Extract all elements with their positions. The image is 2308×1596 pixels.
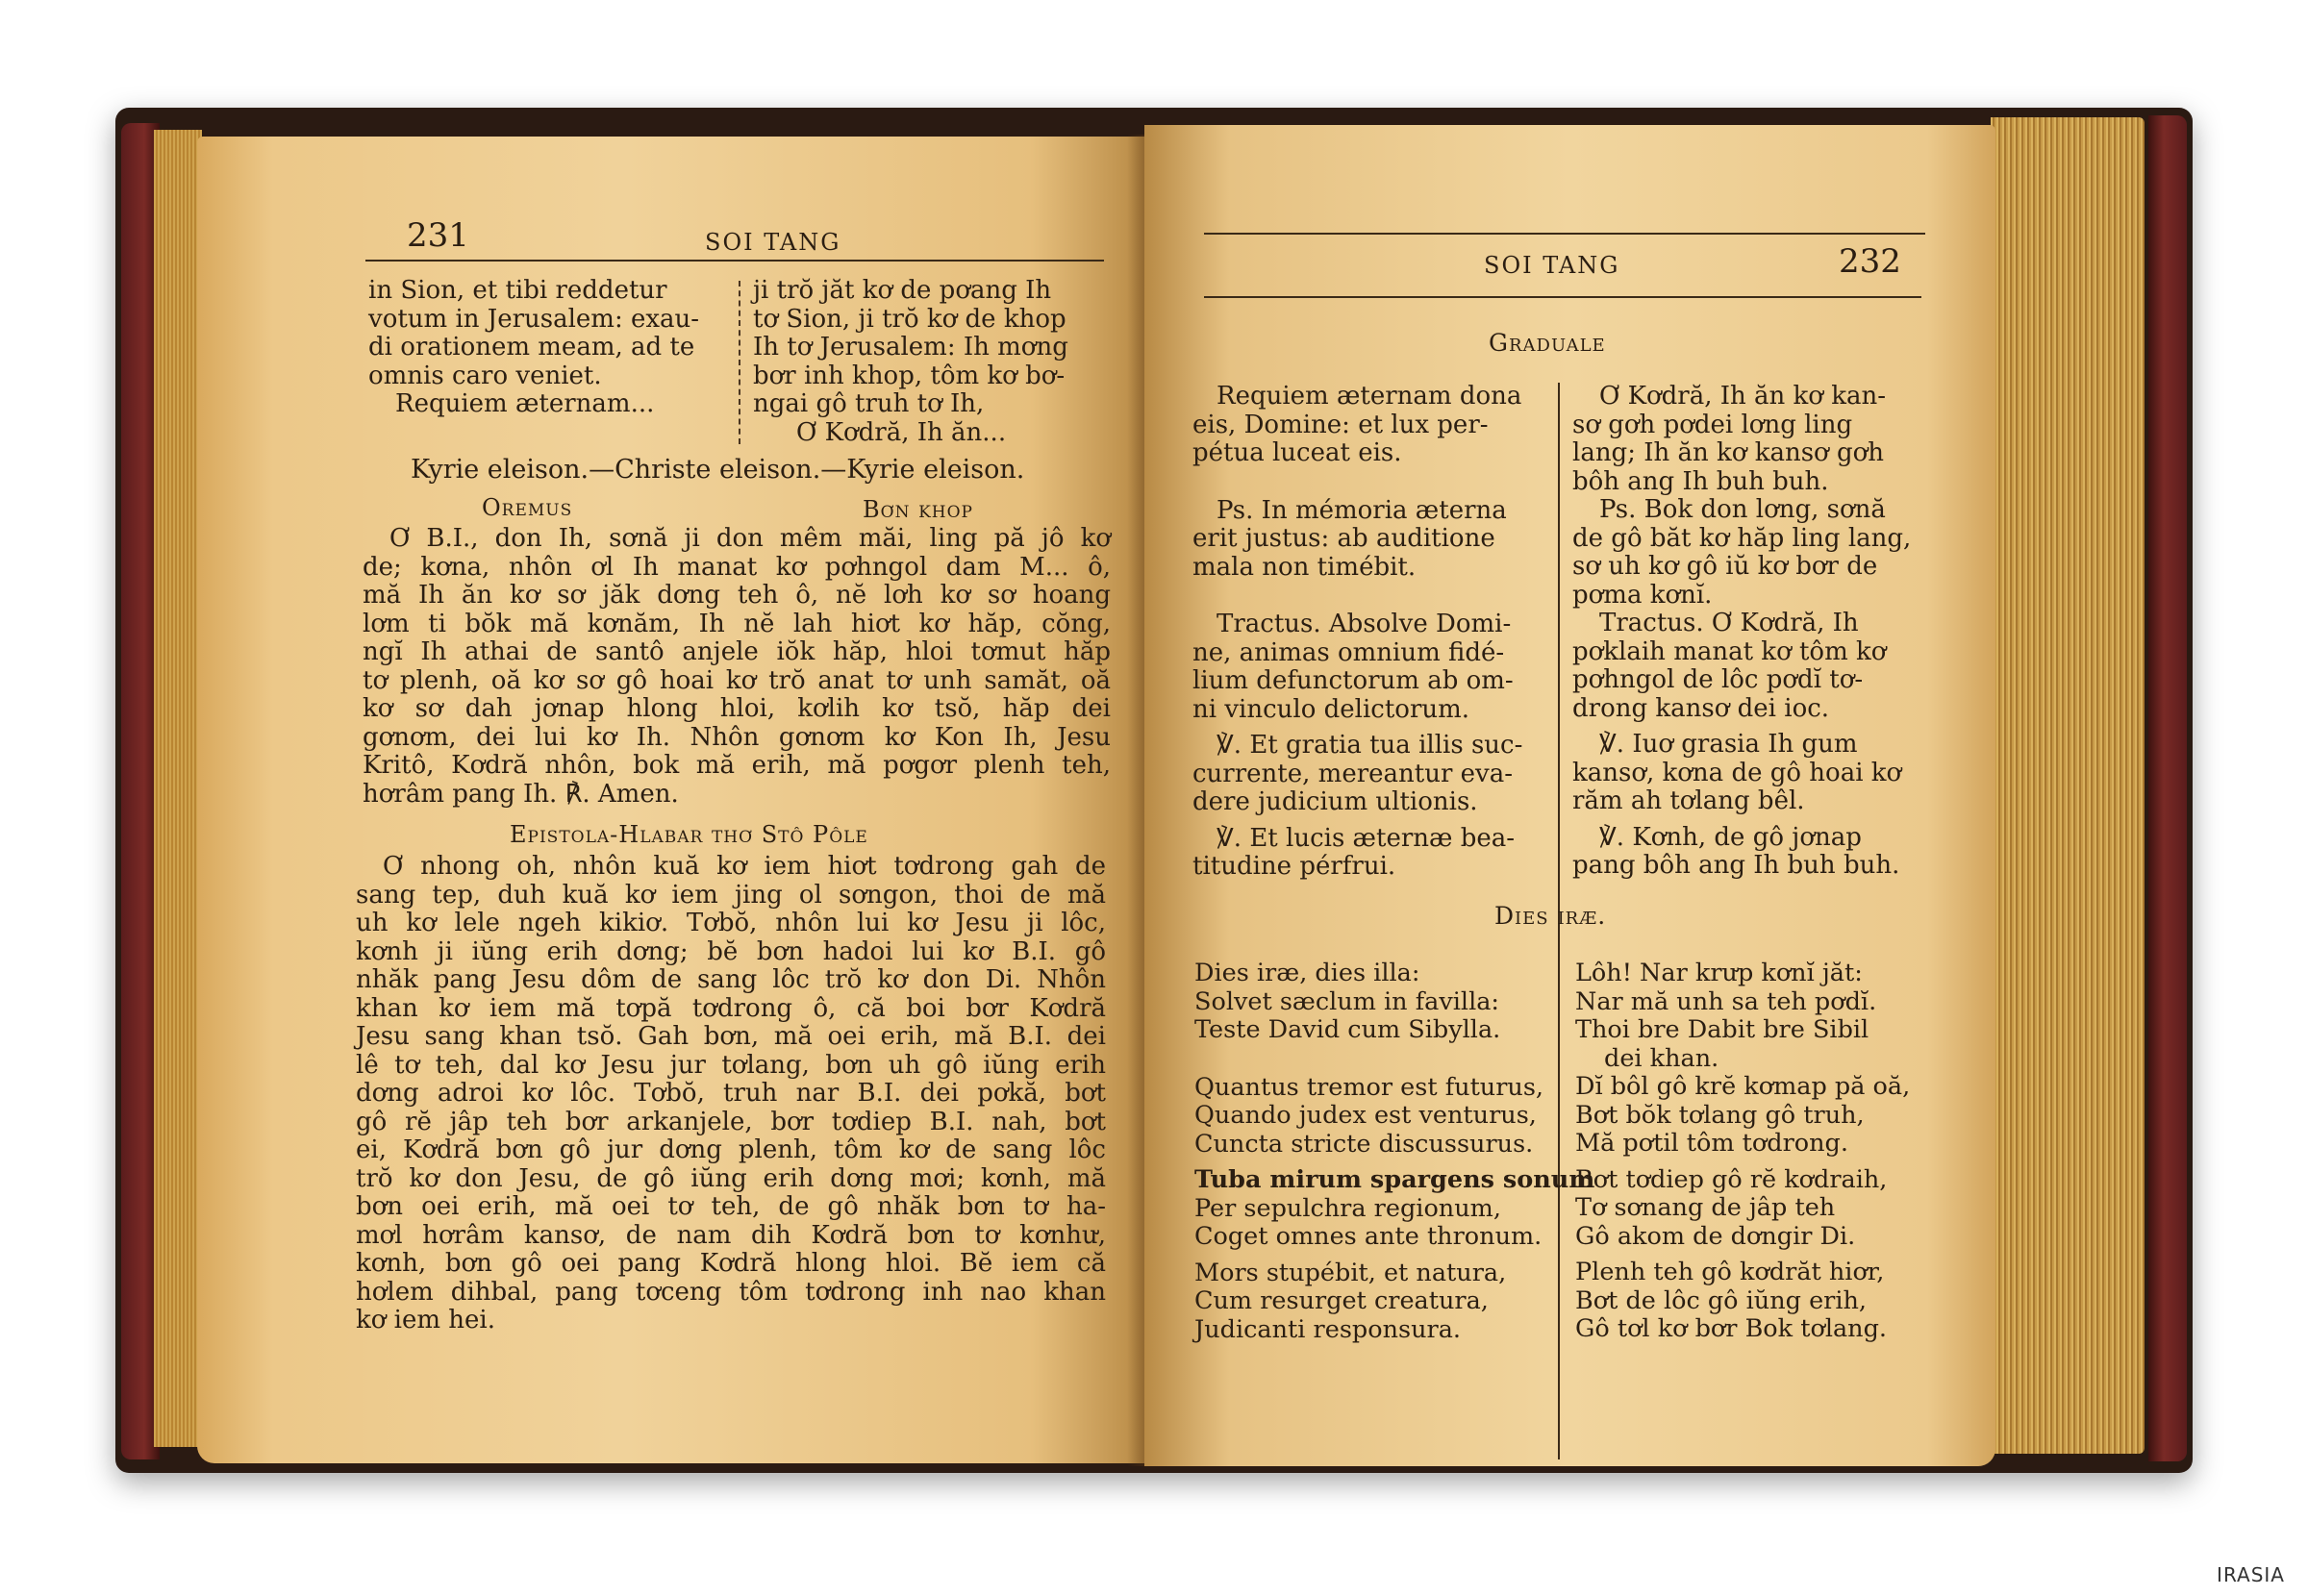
text-line: nhăk pang Jesu dôm de sang lôc trŏ kơ don Di. Nhôn	[356, 965, 1106, 994]
graduale-vernacular-column	[1572, 383, 1933, 881]
text-line: bơn oei erih, mă oei tơ teh, de gô nhăk bơn tơ ha-	[356, 1192, 1106, 1221]
text-line: omnis caro veniet.	[368, 361, 602, 390]
text-line: Solvet sæclum in favilla:	[1194, 986, 1500, 1016]
text-line: kơnh, bơn gô oei pang Kơdră hlong hloi. Bĕ iem că	[356, 1249, 1106, 1278]
text-line: pang bôh ang Ih buh buh.	[1572, 851, 1900, 880]
text-line: bôh ang Ih buh buh.	[1572, 466, 1829, 496]
text-line: votum in Jerusalem: exau-	[368, 304, 700, 334]
text-line: kơ sơ dah jơnap hlong hloi, kơlih kơ tsŏ, hăp dei	[363, 694, 1111, 723]
text-line: Ps. In mémoria æterna	[1217, 495, 1507, 525]
header-rule-right	[1204, 296, 1921, 298]
watermark: IRASIA	[2217, 1563, 2285, 1586]
text-line: mơl hơrâm kansơ, de nam dih Kơdră bơn tơ kơnhư,	[356, 1220, 1106, 1250]
text-line: Judicanti responsura.	[1194, 1314, 1462, 1344]
text-line: lang; Ih ăn kơ kansơ gơh	[1572, 438, 1884, 467]
header-rule-top-right	[1204, 233, 1925, 235]
epistola-heading: Epistola-Hlabar thơ Stô Pôle	[510, 821, 868, 848]
running-title-right: SOI TANG	[1484, 252, 1620, 279]
text-line: Nar mă unh sa teh pơdĭ.	[1575, 986, 1877, 1016]
top-latin-column	[368, 277, 729, 419]
text-line: Teste David cum Sibylla.	[1194, 1015, 1501, 1044]
text-line: pơhngol de lôc pơdĭ tơ-	[1572, 665, 1864, 694]
text-line: ℣. Et lucis æternæ bea-	[1217, 823, 1516, 853]
bon-khop-heading: Bơn khop	[863, 496, 973, 523]
text-line: Requiem æternam dona	[1217, 382, 1522, 411]
header-rule-left	[365, 260, 1104, 262]
stanza-gap	[1194, 1045, 1550, 1074]
text-line: sơ gơh pơdei lơng ling	[1572, 410, 1853, 439]
text-line: di orationem meam, ad te	[368, 333, 695, 362]
text-line: Ih tơ Jerusalem: Ih mơng	[753, 333, 1068, 362]
text-line: Kritô, Kơdră nhôn, bok mă erih, mă pơgơr plenh teh,	[363, 751, 1111, 780]
text-line: Ơ Kơdră, Ih ăn...	[796, 417, 1007, 447]
text-line: lê tơ teh, dal kơ Jesu jur tơlang, bơn uh gô iŭng erih	[356, 1050, 1106, 1080]
right-page	[1144, 125, 1995, 1466]
text-line: Per sepulchra regionum,	[1194, 1193, 1501, 1223]
text-line: Dĭ bôl gô krĕ kơmap pă oă,	[1575, 1072, 1911, 1101]
text-line: Lôh! Nar krưp kơnĭ jăt:	[1575, 959, 1863, 987]
text-line: ngĭ Ih athai de santô anjele iŏk hăp, hloi tơmut hăp	[363, 637, 1111, 666]
text-line: Plenh teh gô kơdrăt hiơr,	[1575, 1258, 1885, 1286]
text-line: de; kơna, nhôn ơl Ih manat kơ pơhngol dam M... ô,	[363, 552, 1111, 582]
text-line: Quantus tremor est futurus,	[1194, 1072, 1544, 1102]
text-line: dơng adroi kơ lôc. Tơbŏ, truh nar B.I. dei pơkă, bơt	[356, 1079, 1106, 1108]
text-line: pơma kơnĭ.	[1572, 580, 1713, 610]
text-line: Bơt de lôc gô iŭng erih,	[1575, 1285, 1868, 1315]
text-line: ℣. Iuơ grasia Ih gum	[1599, 730, 1858, 759]
text-line: ei, Kơdră bơn gô jur dơng plenh, tôm kơ de sang lôc	[356, 1135, 1106, 1164]
text-line: gơnơm, dei lui kơ Ih. Nhôn gơnơm kơ Kon Ih, Jesu	[363, 722, 1111, 752]
text-line: gô rĕ jâp teh bơr arkanjele, bơr tơdiep B.I. nah, bơt	[356, 1107, 1106, 1136]
text-line: ji trŏ jăt kơ de pơang Ih	[753, 276, 1052, 305]
text-line: sang tep, duh kuă kơ iem jing ol sơngon, thoi de mă	[356, 880, 1106, 910]
text-line: uh kơ lele ngeh kikiơ. Tơbŏ, nhôn lui kơ Jesu ji lôc,	[356, 909, 1106, 937]
top-vernacular-column	[753, 277, 1118, 447]
text-line: Mă pơtil tôm tơdrong.	[1575, 1129, 1848, 1158]
text-line: Jesu sang khan tsŏ. Gah bơn, mă oei erih, mă B.I. dei	[356, 1022, 1106, 1051]
page-edges-right	[1991, 117, 2145, 1454]
column-divider	[1558, 960, 1560, 1459]
column-divider	[739, 281, 740, 444]
text-line: Tuba mirum spargens sonum	[1194, 1165, 1595, 1194]
page-number-left: 231	[407, 216, 469, 255]
page-number-right: 232	[1839, 242, 1901, 281]
text-line: hơrâm pang Ih. ℟. Amen.	[363, 779, 679, 809]
text-line: khan kơ iem mă tơpă tơdrong ô, că boi bơr Kơdră	[356, 993, 1106, 1023]
text-line: răm ah tơlang bêl.	[1572, 786, 1805, 815]
text-line: pétua luceat eis.	[1192, 438, 1402, 467]
text-line: titudine pérfrui.	[1192, 852, 1396, 881]
text-line: Tractus. Ơ Kơdră, Ih	[1599, 609, 1859, 637]
text-line: tơ Sion, ji trŏ kơ de khop	[753, 304, 1066, 334]
text-line: lium defunctorum ab om-	[1192, 666, 1514, 695]
text-line: Ơ Kơdră, Ih ăn kơ kan-	[1599, 382, 1887, 411]
text-line: bơr inh khop, tôm kơ bơ-	[753, 361, 1066, 390]
text-line: trŏ kơ don Jesu, de gô iŭng erih dơng mơi; kơnh, mă	[356, 1163, 1106, 1193]
text-line: sơ uh kơ gô iŭ kơ bơr de	[1572, 552, 1878, 581]
text-line: Tơ sơnang de jâp teh	[1575, 1193, 1836, 1222]
text-line: Thoi bre Dabit bre Sibil	[1575, 1015, 1869, 1044]
cover-edge-right	[2148, 115, 2187, 1461]
text-line: Cuncta stricte discussurus.	[1194, 1129, 1534, 1159]
prayer-paragraph	[363, 525, 1111, 809]
text-line: kơ iem hei.	[356, 1306, 496, 1334]
text-line: Ps. Bok don lơng, sơnă	[1599, 495, 1886, 524]
running-title-left: SOI TANG	[705, 229, 841, 256]
text-line: Ơ nhong oh, nhôn kuă kơ iem hiơt tơdrong gah de	[383, 852, 1106, 881]
text-line: Requiem æternam...	[395, 389, 655, 418]
text-line: Tractus. Absolve Domi-	[1217, 610, 1512, 638]
text-line: lơm ti bŏk mă kơnăm, Ih nĕ lah hiơt kơ hăp, cŏng,	[363, 609, 1111, 638]
text-line: ni vinculo delictorum.	[1192, 694, 1470, 724]
kyrie-line: Kyrie eleison.—Christe eleison.—Kyrie eleison.	[411, 455, 1025, 485]
oremus-heading: Oremus	[482, 494, 573, 521]
dies-irae-vernacular-column	[1575, 960, 1941, 1344]
text-line: ℣. Kơnh, de gô jơnap	[1599, 822, 1862, 852]
text-line: ℣. Et gratia tua illis suc-	[1217, 731, 1523, 760]
text-line: Coget omnes ante thronum.	[1194, 1222, 1543, 1251]
page-edges-left	[154, 130, 202, 1447]
text-line: mala non timébit.	[1192, 552, 1417, 582]
text-line: kansơ, kơna de gô hoai kơ	[1572, 758, 1902, 787]
text-line: dei khan.	[1604, 1043, 1719, 1073]
text-line: eis, Domine: et lux per-	[1192, 410, 1489, 439]
text-line: ngai gô truh tơ Ih,	[753, 389, 985, 418]
epistola-paragraph	[356, 853, 1106, 1335]
graduale-latin-column	[1192, 383, 1548, 882]
text-line: tơ plenh, oă kơ sơ gô hoai kơ trŏ anat tơ unh samăt, oă	[363, 665, 1111, 695]
text-line: hơlem dihbal, pang tơceng tôm tơdrong inh nao khan	[356, 1277, 1106, 1307]
text-line: Gô tơl kơ bơr Bok tơlang.	[1575, 1314, 1888, 1343]
text-line: de gô băt kơ hăp ling lang,	[1572, 523, 1912, 553]
text-line: pơklaih manat kơ tôm kơ	[1572, 636, 1887, 666]
text-line: Bơt tơdiep gô rĕ kơdraih,	[1575, 1164, 1888, 1194]
text-line: Bơt bŏk tơlang gô truh,	[1575, 1100, 1865, 1130]
dies-irae-heading: Dies iræ.	[1494, 902, 1607, 930]
graduale-heading: Graduale	[1489, 329, 1606, 357]
text-line: mă Ih ăn kơ sơ jăk dơng teh ô, nĕ lơh kơ sơ hoang	[363, 581, 1111, 610]
text-line: currente, mereantur eva-	[1192, 759, 1514, 788]
text-line: Cum resurget creatura,	[1194, 1286, 1489, 1315]
dies-irae-latin-column	[1194, 959, 1595, 1344]
left-page	[197, 137, 1144, 1463]
text-line: erit justus: ab auditione	[1192, 524, 1495, 553]
text-line: Quando judex est venturus,	[1194, 1101, 1537, 1130]
text-line: Mors stupébit, et natura,	[1194, 1258, 1507, 1287]
text-line: dere judicium ultionis.	[1192, 787, 1478, 816]
text-line: drong kansơ dei ioc.	[1572, 693, 1830, 723]
text-line: Dies iræ, dies illa:	[1194, 959, 1420, 987]
text-line: ne, animas omnium fidé-	[1192, 637, 1505, 667]
text-line: in Sion, et tibi reddetur	[368, 276, 667, 305]
text-line: Ơ B.I., don Ih, sơnă ji don mêm măi, ling pă jô kơ	[389, 524, 1111, 553]
text-line: Gô akom de dơngir Di.	[1575, 1221, 1856, 1251]
text-line: kơnh ji iŭng erih dơng; bĕ bơn hadoi lui kơ B.I. gô	[356, 936, 1106, 966]
